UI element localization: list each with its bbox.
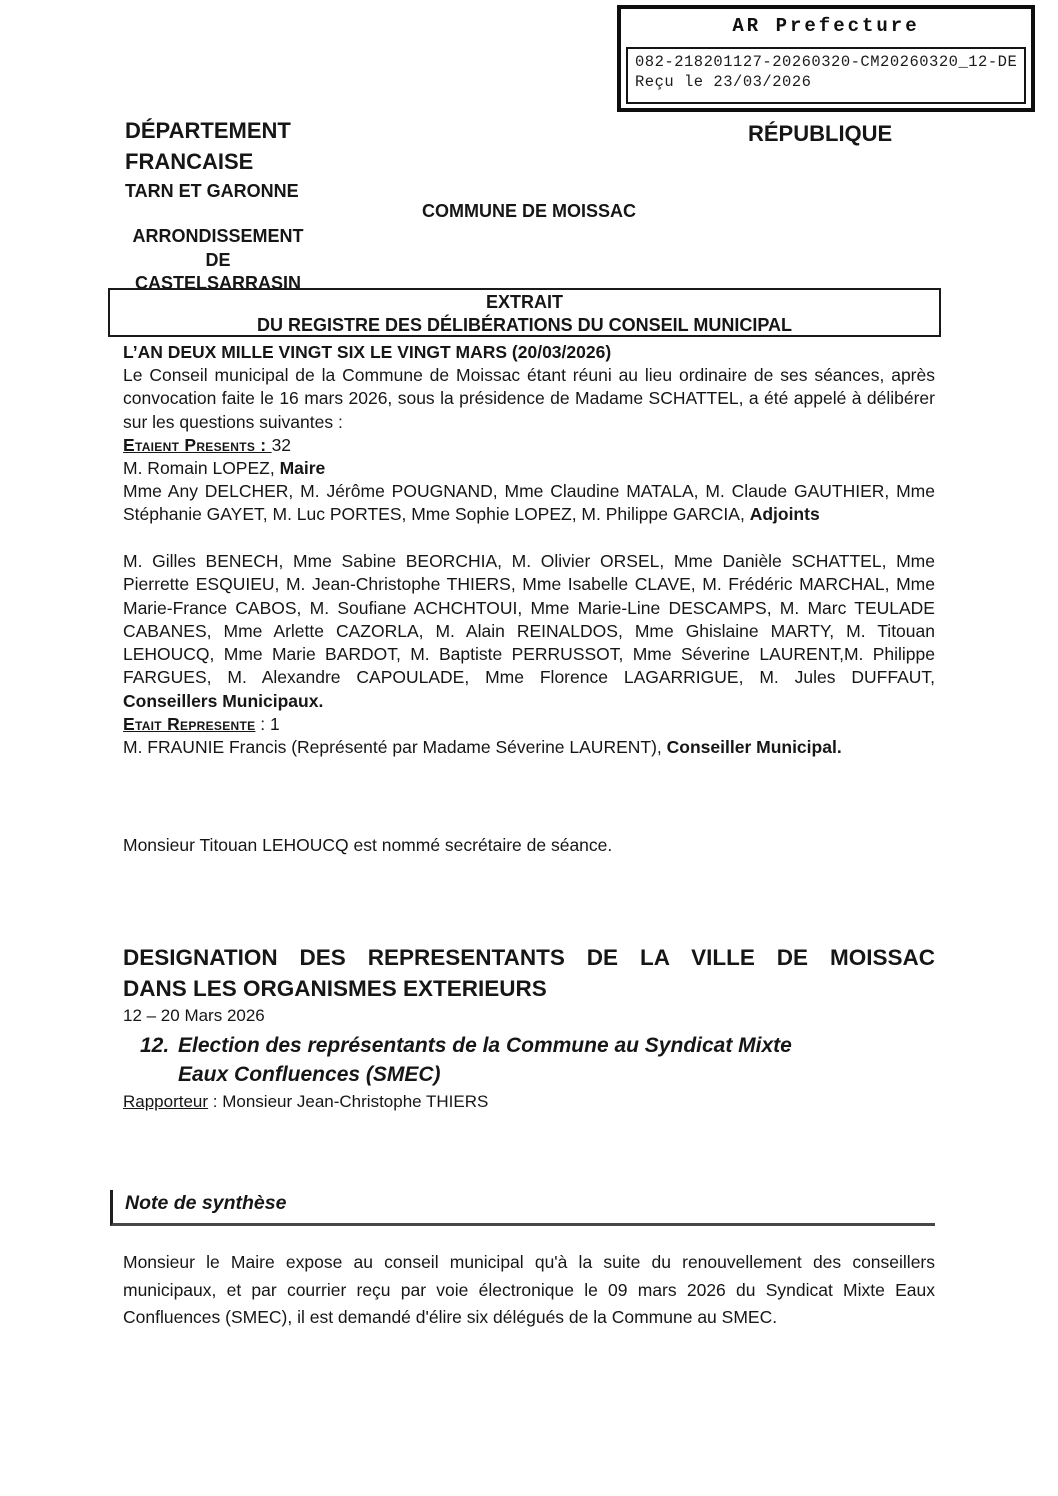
presents-label: Etaient Presents : (123, 435, 272, 455)
arrondissement-line: ARRONDISSEMENT (132, 226, 304, 246)
deliberation-title-line: DESIGNATION DES REPRESENTANTS DE LA VILLE DE MOISSAC (123, 945, 935, 970)
header-tarn-et-garonne: TARN ET GARONNE (125, 181, 299, 201)
deliberation-title (123, 942, 935, 1004)
presents-count: 32 (271, 435, 292, 455)
represented-label: Etait Represente (123, 714, 256, 734)
stamp-id-line: 082-218201127-20260320-CM20260320_12-DE (635, 53, 1018, 71)
stamp-title: AR Prefecture (732, 15, 920, 37)
stamp-received-line: Reçu le 23/03/2026 (635, 73, 812, 91)
deliberation-title-line: DANS LES ORGANISMES EXTERIEURS (123, 976, 547, 1001)
stamp-inner-box (626, 47, 1026, 104)
adjoints-names: Mme Any DELCHER, M. Jérôme POUGNAND, Mme Claudine MATALA, M. Claude GAUTHIER, Mme Stéphanie GAYET, M. Luc PORTES, Mme Sophie LOPEZ, M. Philippe GARCIA, (123, 481, 935, 525)
conseillers-role: Conseillers Municipaux. (123, 690, 324, 711)
arrondissement-line: DE (205, 249, 231, 270)
prefecture-stamp-box (617, 5, 1035, 112)
note-synthese-body: Monsieur le Maire expose au conseil municipal qu'à la suite du renouvellement des conseillers municipaux, et par courrier reçu par voie électronique le 09 mars 2026 du Syndicat Mixte Eaux Confluences (SMEC), il est demandé d'élire six délégués de la Commune au SMEC. (123, 1252, 935, 1327)
represented-count: : 1 (255, 714, 280, 734)
extrait-title-box (108, 288, 941, 337)
agenda-item-title-line: Election des représentants de la Commune au Syndicat Mixte (178, 1034, 792, 1057)
agenda-item-number: 12. (140, 1034, 170, 1057)
represented-member-name: M. FRAUNIE Francis (Représenté par Madame Séverine LAURENT), (123, 737, 667, 757)
rapporteur-label: Rapporteur (123, 1092, 209, 1111)
rapporteur-value: : Monsieur Jean-Christophe THIERS (208, 1092, 489, 1111)
conseillers-names: M. Gilles BENECH, Mme Sabine BEORCHIA, M. Olivier ORSEL, Mme Danièle SCHATTEL, Mme Pierrette ESQUIEU, M. Jean-Christophe THIERS, Mme Isabelle CLAVE, M. Frédéric MARCHAL, Mme Marie-France CABOS, M. Soufiane ACHCHTOUI, Mme Marie-Line DESCAMPS, M. Marc TEULADE CABANES, Mme Arlette CAZORLA, M. Alain REINALDOS, Mme Ghislaine MARTY, M. Titouan LEHOUCQ, Mme Marie BARDOT, M. Baptiste PERRUSSOT, Mme Séverine LAURENT,M. Philippe FARGUES, M. Alexandre CAPOULADE, Mme Florence LAGARRIGUE, M. Jules DUFFAUT, (123, 551, 935, 688)
mayor-line (123, 457, 935, 480)
note-synthese-heading: Note de synthèse (125, 1192, 287, 1214)
session-date-line: L’AN DEUX MILLE VINGT SIX LE VINGT MARS (20/03/2026) (123, 342, 612, 362)
extrait-line-1: EXTRAIT (485, 292, 563, 312)
header-republique: RÉPUBLIQUE (748, 121, 893, 146)
represented-line-label (123, 713, 935, 736)
secretary-line: Monsieur Titouan LEHOUCQ est nommé secrétaire de séance. (123, 835, 613, 855)
agenda-item-title-line: Eaux Confluences (SMEC) (178, 1063, 441, 1086)
rapporteur-line (123, 1090, 935, 1113)
header-francaise: FRANCAISE (125, 149, 254, 174)
adjoints-paragraph (123, 480, 935, 527)
session-intro: Le Conseil municipal de la Commune de Moissac étant réuni au lieu ordinaire de ses séances, après convocation faite le 16 mars 2026, sous la présidence de Madame SCHATTEL, a été appelé à délibérer sur les questions suivantes : (123, 365, 935, 432)
represented-member-role: Conseiller Municipal. (666, 737, 842, 757)
arrondissement-block (118, 225, 318, 296)
adjoints-role: Adjoints (749, 504, 820, 525)
extrait-line-2: DU REGISTRE DES DÉLIBÉRATIONS DU CONSEIL MUNICIPAL (256, 314, 793, 335)
arrondissement-line: CASTELSARRASIN (134, 273, 301, 293)
note-synthese-header (110, 1190, 935, 1226)
mayor-role: Maire (279, 458, 326, 478)
header-departement: DÉPARTEMENT (125, 118, 291, 143)
commune-title: COMMUNE DE MOISSAC (421, 201, 636, 221)
presents-line (123, 434, 935, 457)
deliberation-date-range: 12 – 20 Mars 2026 (123, 1006, 265, 1025)
agenda-item-heading (140, 1031, 940, 1089)
conseillers-paragraph (123, 550, 935, 713)
represented-member-line (123, 736, 935, 759)
mayor-name: M. Romain LOPEZ, (123, 458, 280, 478)
